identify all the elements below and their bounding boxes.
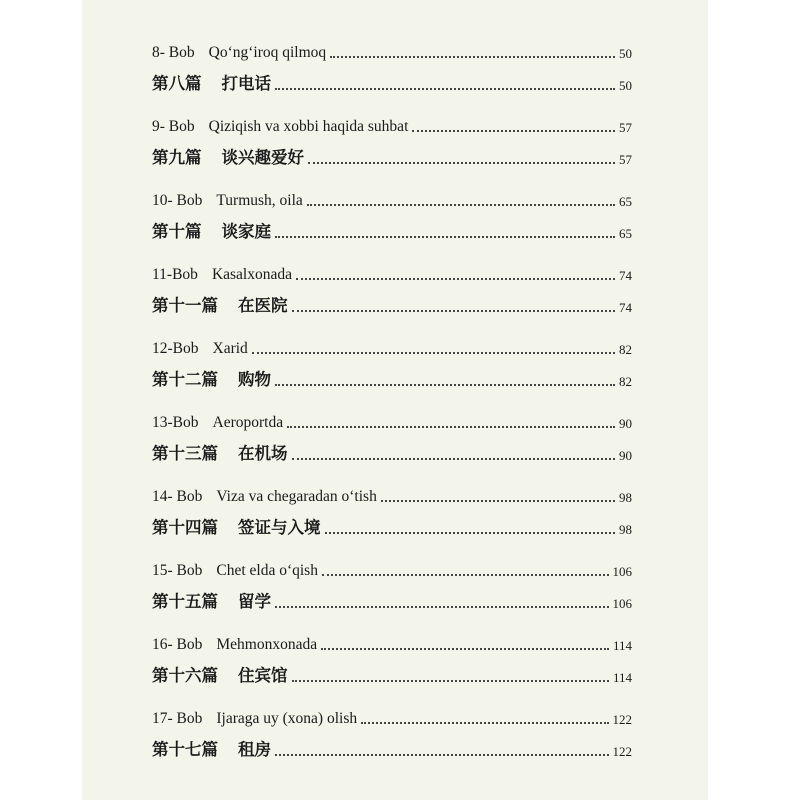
table-of-contents (82, 0, 708, 800)
page-number: 50 (619, 78, 632, 93)
dot-leader (275, 754, 609, 756)
toc-entry (82, 484, 708, 548)
toc-row-uzbek (152, 188, 632, 210)
page-number: 82 (619, 374, 632, 389)
chapter-number: 第十三篇 (152, 444, 218, 463)
toc-row-uzbek (152, 336, 632, 358)
page-number: 65 (619, 194, 632, 209)
chapter-number: 第九篇 (152, 148, 202, 167)
page-number: 90 (619, 448, 632, 463)
chapter-number: 12-Bob (152, 340, 199, 357)
dot-leader (275, 236, 615, 238)
toc-entry (82, 114, 708, 178)
page-number: 98 (619, 490, 632, 505)
toc-entry (82, 262, 708, 326)
chapter-title: Turmush, oila (216, 192, 303, 209)
chapter-title: 打电话 (221, 74, 271, 93)
page-number: 57 (619, 152, 632, 167)
dot-leader (307, 204, 615, 206)
dot-leader (381, 500, 615, 502)
chapter-title: Ijaraga uy (xona) olish (216, 710, 358, 727)
page-number: 74 (619, 300, 632, 315)
toc-row-uzbek (152, 410, 632, 432)
chapter-number: 11-Bob (152, 266, 198, 283)
dot-leader (287, 426, 615, 428)
chapter-title: 租房 (238, 740, 271, 759)
dot-leader (292, 458, 616, 460)
dot-leader (292, 310, 616, 312)
toc-row-chinese (152, 220, 632, 242)
book-page (82, 0, 708, 800)
chapter-number: 第十五篇 (152, 592, 218, 611)
toc-row-chinese (152, 516, 632, 538)
toc-row-chinese (152, 664, 632, 686)
toc-row-chinese (152, 738, 632, 760)
chapter-title: 谈家庭 (221, 222, 271, 241)
dot-leader (275, 384, 615, 386)
page-number: 106 (612, 596, 632, 611)
chapter-title: Qo‘ng‘iroq qilmoq (208, 44, 327, 61)
chapter-title: 住宾馆 (238, 666, 288, 685)
dot-leader (322, 574, 609, 576)
chapter-title: 在医院 (238, 296, 288, 315)
chapter-title: Kasalxonada (211, 266, 292, 283)
dot-leader (252, 352, 615, 354)
dot-leader (325, 532, 616, 534)
toc-row-uzbek (152, 40, 632, 62)
dot-leader (330, 56, 615, 58)
dot-leader (296, 278, 615, 280)
chapter-number: 10- Bob (152, 192, 203, 209)
chapter-number: 15- Bob (152, 562, 203, 579)
page-number: 122 (612, 744, 632, 759)
dot-leader (275, 606, 609, 608)
chapter-title: Viza va chegaradan o‘tish (216, 488, 377, 505)
page-number: 74 (619, 268, 632, 283)
page-number: 122 (612, 712, 632, 727)
chapter-title: Mehmonxonada (216, 636, 318, 653)
chapter-title: Qiziqish va xobbi haqida suhbat (208, 118, 409, 135)
chapter-title: 签证与入境 (238, 518, 321, 537)
toc-row-uzbek (152, 632, 632, 654)
dot-leader (292, 680, 609, 682)
toc-row-chinese (152, 294, 632, 316)
chapter-number: 16- Bob (152, 636, 203, 653)
toc-entry (82, 336, 708, 400)
chapter-number: 第八篇 (152, 74, 202, 93)
page-number: 82 (619, 342, 632, 357)
toc-row-chinese (152, 590, 632, 612)
chapter-number: 13-Bob (152, 414, 199, 431)
chapter-title: 购物 (238, 370, 271, 389)
dot-leader (361, 722, 608, 724)
toc-row-uzbek (152, 262, 632, 284)
page-number: 98 (619, 522, 632, 537)
chapter-title: Xarid (212, 340, 248, 357)
dot-leader (275, 88, 615, 90)
chapter-number: 第十七篇 (152, 740, 218, 759)
toc-entry (82, 40, 708, 104)
page-number: 50 (619, 46, 632, 61)
page-number: 114 (612, 638, 632, 653)
chapter-title: 谈兴趣爱好 (221, 148, 304, 167)
chapter-number: 8- Bob (152, 44, 195, 61)
toc-entry (82, 632, 708, 696)
toc-entry (82, 188, 708, 252)
dot-leader (321, 648, 609, 650)
toc-row-chinese (152, 442, 632, 464)
chapter-number: 第十篇 (152, 222, 202, 241)
chapter-number: 14- Bob (152, 488, 203, 505)
chapter-number: 17- Bob (152, 710, 203, 727)
toc-row-uzbek (152, 706, 632, 728)
chapter-title: Chet elda o‘qish (216, 562, 318, 579)
toc-row-uzbek (152, 114, 632, 136)
chapter-number: 第十二篇 (152, 370, 218, 389)
dot-leader (412, 130, 615, 132)
chapter-number: 第十一篇 (152, 296, 218, 315)
page-number: 90 (619, 416, 632, 431)
toc-entry (82, 706, 708, 770)
page-number: 65 (619, 226, 632, 241)
toc-row-uzbek (152, 484, 632, 506)
page-number: 114 (612, 670, 632, 685)
page-number: 57 (619, 120, 632, 135)
chapter-number: 9- Bob (152, 118, 195, 135)
chapter-title: Aeroportda (212, 414, 284, 431)
toc-row-chinese (152, 368, 632, 390)
page-number: 106 (612, 564, 632, 579)
toc-row-chinese (152, 146, 632, 168)
chapter-title: 留学 (238, 592, 271, 611)
dot-leader (308, 162, 615, 164)
toc-row-uzbek (152, 558, 632, 580)
chapter-title: 在机场 (238, 444, 288, 463)
chapter-number: 第十四篇 (152, 518, 218, 537)
toc-row-chinese (152, 72, 632, 94)
chapter-number: 第十六篇 (152, 666, 218, 685)
toc-entry (82, 410, 708, 474)
toc-entry (82, 558, 708, 622)
